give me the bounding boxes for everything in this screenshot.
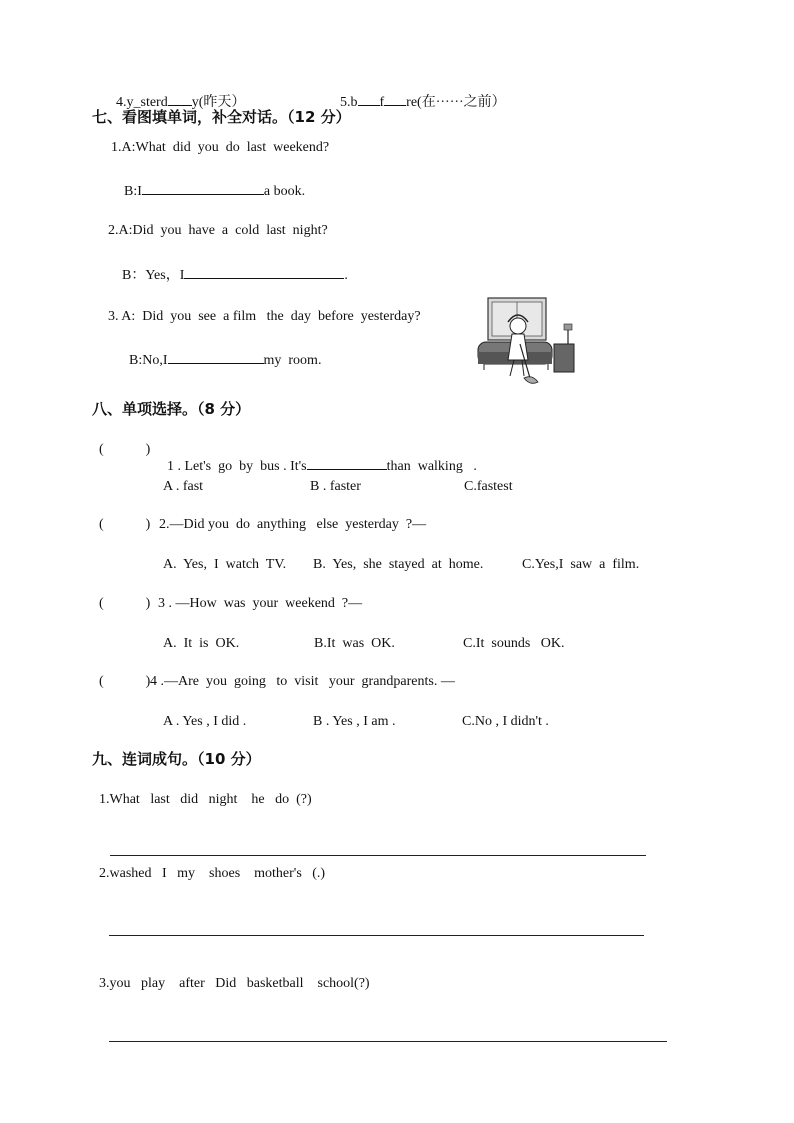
s7-q1-answer: B:I a book.: [124, 184, 306, 199]
item5: [333, 79, 506, 110]
item5-blank-1[interactable]: [358, 93, 380, 106]
s7-q3-blank[interactable]: [168, 351, 264, 364]
s9-q3-answer-line[interactable]: [109, 1041, 667, 1042]
s7-q2-answer: B：Yes，I .: [122, 268, 348, 283]
s8-q1-option-c[interactable]: C.fastest: [464, 479, 513, 494]
s7-q2-blank[interactable]: [184, 266, 344, 279]
s8-q4-option-c[interactable]: C.No , I didn't .: [462, 714, 549, 729]
item4: [109, 79, 245, 110]
item4-blank[interactable]: [168, 93, 192, 106]
s8-q4-stem: 4 .—Are you going to visit your grandparents. —: [150, 674, 455, 689]
s8-q1-paren[interactable]: ( ): [99, 442, 151, 457]
s9-q2-answer-line[interactable]: [109, 935, 644, 936]
s9-q1-answer-line[interactable]: [110, 855, 646, 856]
s8-q2-option-c[interactable]: C.Yes,I saw a film.: [522, 557, 640, 572]
girl-sweeping-illustration: [470, 296, 580, 392]
s7-q2-question: 2.A:Did you have a cold last night?: [108, 223, 328, 238]
item5-part-b: f: [379, 95, 385, 110]
s9-q3-words: 3.you play after Did basketball school(?): [99, 976, 370, 991]
s8-q2-stem: 2.—Did you do anything else yesterday ?—: [159, 517, 427, 532]
s8-q2-paren[interactable]: ( ): [99, 517, 151, 532]
s8-q3-option-b[interactable]: B.It was OK.: [314, 636, 395, 651]
s9-q1-words: 1.What last did night he do (?): [99, 792, 312, 807]
item5-part-c: re(在······之前）: [406, 95, 506, 110]
s8-q3-paren[interactable]: ( ): [99, 596, 151, 611]
s7-q1-question: 1.A:What did you do last weekend?: [111, 140, 330, 155]
s8-q3-stem: 3 . —How was your weekend ?—: [158, 596, 363, 611]
section9-heading: 九、连词成句。（10 分）: [92, 750, 261, 768]
s8-q2-option-b[interactable]: B. Yes, she stayed at home.: [313, 557, 484, 572]
item5-blank-2[interactable]: [384, 93, 406, 106]
s8-q1-stem: 1 . Let's go by bus . It's than walking .: [167, 459, 477, 474]
s8-q1-blank[interactable]: [307, 457, 387, 470]
s7-q3-answer: B:No,I my room.: [129, 353, 322, 368]
s8-q4-option-a[interactable]: A . Yes , I did .: [163, 714, 247, 729]
section7-heading: 七、看图填单词，补全对话。（12 分）: [92, 108, 351, 126]
item4-part-b: y(昨天）: [191, 95, 246, 110]
s8-q4-option-b[interactable]: B . Yes , I am .: [313, 714, 396, 729]
s8-q3-option-a[interactable]: A. It is OK.: [163, 636, 240, 651]
s8-q2-option-a[interactable]: A. Yes, I watch TV.: [163, 557, 287, 572]
section8-heading: 八、单项选择。（8 分）: [92, 400, 251, 418]
item5-part-a: 5.b: [340, 95, 358, 110]
item4-part-a: 4.y_sterd: [116, 95, 168, 110]
s7-q1-blank[interactable]: [142, 182, 264, 195]
s8-q4-paren[interactable]: ( ): [99, 674, 151, 689]
s9-q2-words: 2.washed I my shoes mother's (.): [99, 866, 326, 881]
s8-q1-option-a[interactable]: A . fast: [163, 479, 204, 494]
s8-q3-option-c[interactable]: C.It sounds OK.: [463, 636, 565, 651]
s7-q3-question: 3. A: Did you see a film the day before yesterday?: [108, 309, 421, 324]
s8-q1-option-b[interactable]: B . faster: [310, 479, 361, 494]
